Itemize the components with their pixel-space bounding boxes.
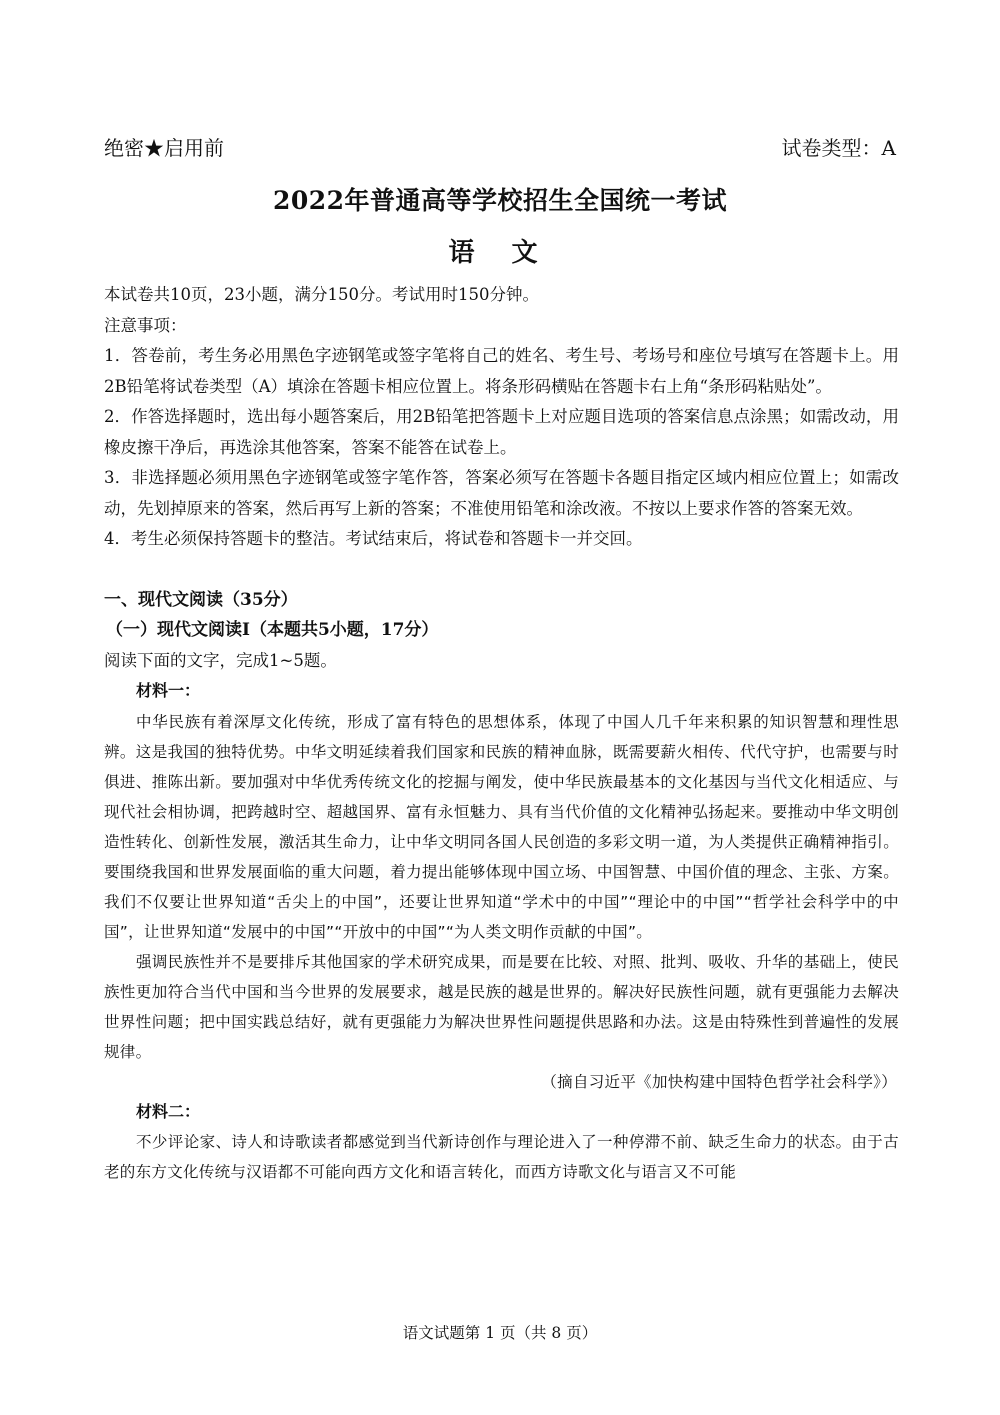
material-1-paragraph-1: 中华民族有着深厚文化传统，形成了富有特色的思想体系，体现了中国人几千年来积累的知识智慧和理性思辨。这是我国的独特优势。中华文明延续着我们国家和民族的精神血脉，既需要薪火相传、代代守护，也需要与时俱进、推陈出新。要加强对中华优秀传统文化的挖掘与阐发，使中华民族最基本的文化基因与当代文化相适应、与现代社会相协调，把跨越时空、超越国界、富有永恒魅力、具有当代价值的文化精神弘扬起来。要推动中华文明创造性转化、创新性发展，激活其生命力，让中华文明同各国人民创造的多彩文明一道，为人类提供正确精神指引。要围绕我国和世界发展面临的重大问题，着力提出能够体现中国立场、中国智慧、中国价值的理念、主张、方案。我们不仅要让世界知道“舌尖上的中国”，还要让世界知道“学术中的中国”“理论中的中国”“哲学社会科学中的中国”，让世界知道“发展中的中国”“开放中的中国”“为人类文明作贡献的中国”。: [104, 712, 899, 941]
exam-title: 2022年普通高等学校招生全国统一考试: [272, 186, 728, 215]
section-subheading: （一）现代文阅读Ⅰ（本题共5小题，17分）: [106, 620, 439, 640]
material-1-source: （摘自习近平《加快构建中国特色哲学社会科学》）: [541, 1072, 897, 1091]
section-heading: 一、现代文阅读（35分）: [104, 589, 298, 610]
material-1-paragraph-2: 强调民族性并不是要排斥其他国家的学术研究成果，而是要在比较、对照、批判、吸收、升华的基础上，使民族性更加符合当代中国和当今世界的发展要求，越是民族的越是世界的。解决好民族性问题，就有更强能力去解决世界性问题；把中国实践总结好，就有更强能力为解决世界性问题提供思路和办法。这是由特殊性到普遍性的发展规律。: [104, 952, 899, 1061]
page-footer: 语文试题第 1 页（共 8 页）: [402, 1324, 598, 1342]
reading-instruction: 阅读下面的文字，完成1~5题。: [104, 650, 337, 670]
intro-text: 本试卷共10页，23小题，满分150分。考试用时150分钟。: [104, 285, 539, 304]
notice-item-1: 1．答卷前，考生务必用黑色字迹钢笔或签字笔将自己的姓名、考生号、考场号和座位号填写在答题卡上。用2B铅笔将试卷类型（A）填涂在答题卡相应位置上。将条形码横贴在答题卡右上角“条形码粘贴处”。: [104, 346, 899, 396]
notice-heading: 注意事项：: [104, 315, 187, 335]
material-1-label: 材料一：: [136, 681, 201, 700]
subject-title: 语 文: [448, 238, 552, 268]
confidential-mark: 绝密★启用前: [104, 136, 224, 160]
spacer: [104, 555, 899, 585]
exam-body: [104, 280, 899, 1187]
notice-item-4: 4．考生必须保持答题卡的整洁。考试结束后，将试卷和答题卡一并交回。: [104, 529, 643, 548]
notice-item-2: 2．作答选择题时，选出每小题答案后，用2B铅笔把答题卡上对应题目选项的答案信息点涂黑；如需改动，用橡皮擦干净后，再选涂其他答案，答案不能答在试卷上。: [104, 407, 899, 457]
material-2-label: 材料二：: [136, 1101, 201, 1121]
header-row: [104, 134, 896, 162]
material-2-paragraph-1: 不少评论家、诗人和诗歌读者都感觉到当代新诗创作与理论进入了一种停滞不前、缺乏生命力的状态。由于古老的东方文化传统与汉语都不可能向西方文化和语言转化，而西方诗歌文化与语言又不可能: [104, 1133, 899, 1181]
notice-item-3: 3．非选择题必须用黑色字迹钢笔或签字笔作答，答案必须写在答题卡各题目指定区域内相应位置上；如需改动，先划掉原来的答案，然后再写上新的答案；不准使用铅笔和涂改液。不按以上要求作答的答案无效。: [104, 468, 899, 518]
paper-type: 试卷类型：A: [781, 136, 896, 160]
